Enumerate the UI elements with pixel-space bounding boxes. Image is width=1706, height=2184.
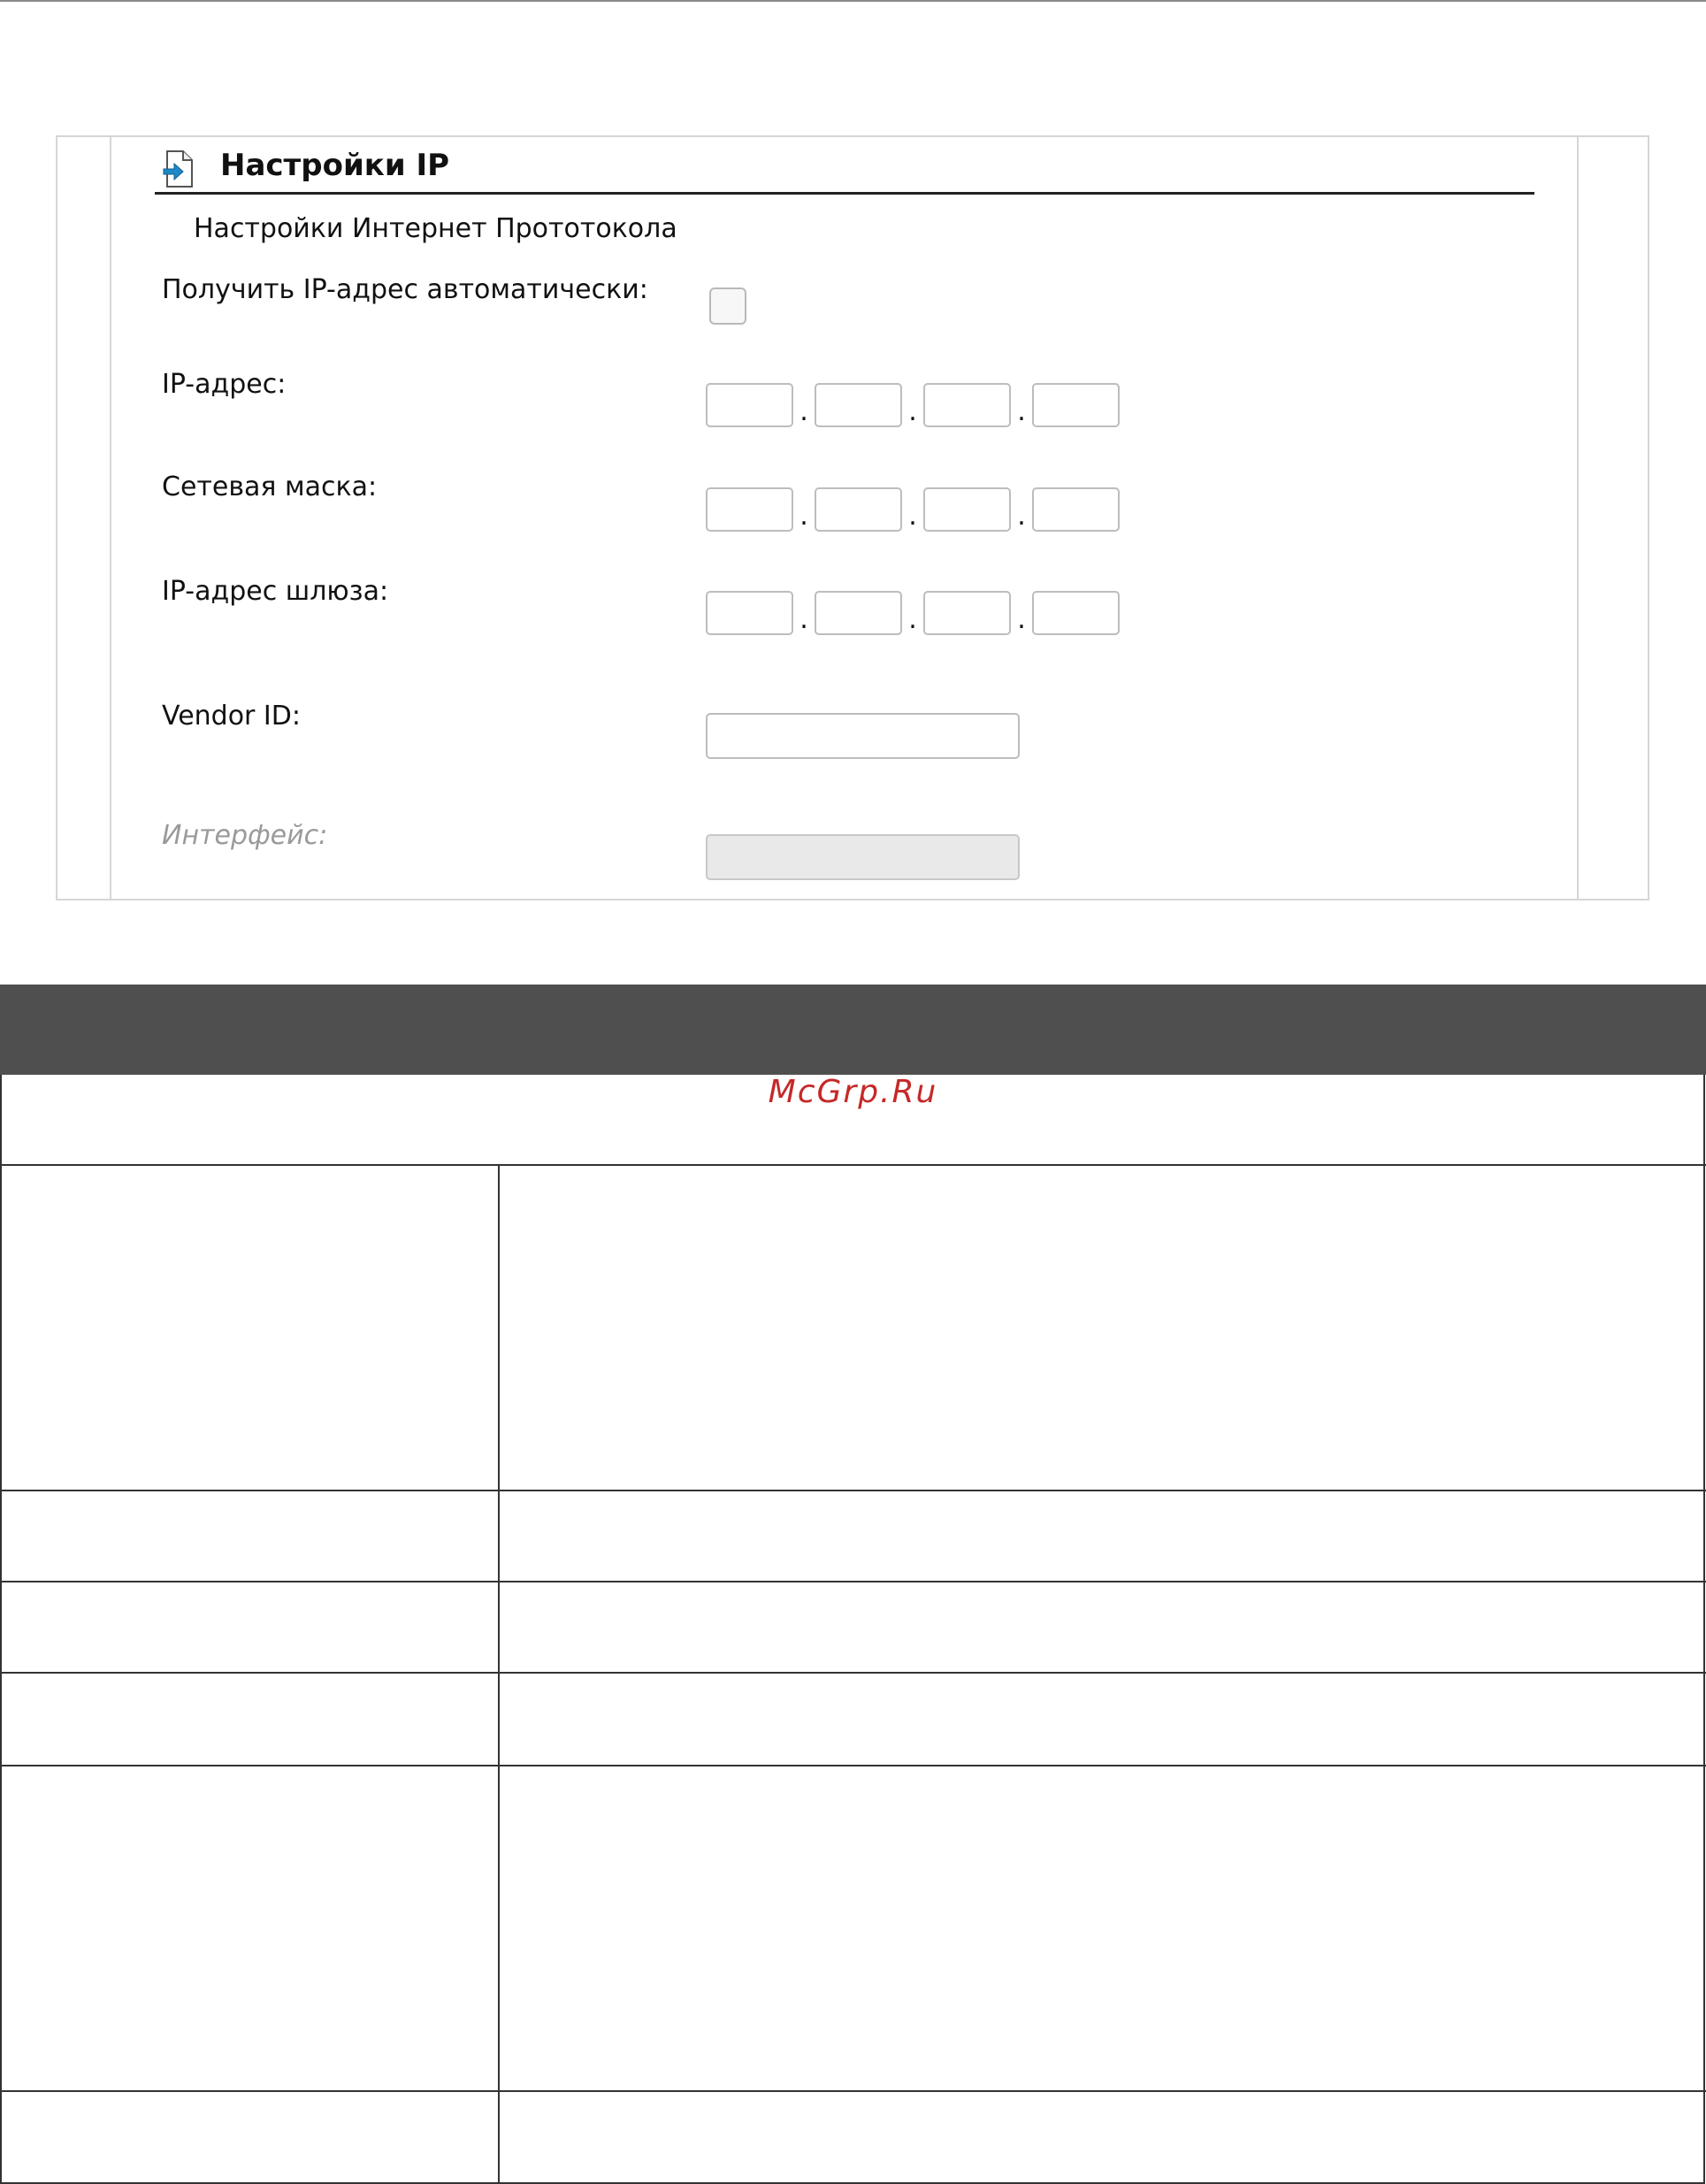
netmask-octet-4[interactable] (1032, 487, 1120, 532)
octet-separator: . (799, 396, 808, 427)
octet-separator: . (908, 501, 917, 532)
ip-address-octet-2[interactable] (815, 383, 902, 427)
description-table (0, 1075, 1705, 2184)
table-column-divider (498, 1166, 500, 2184)
table-row-divider (0, 1672, 1706, 1674)
vendor-id-input[interactable] (706, 713, 1020, 759)
table-row-divider (0, 2090, 1706, 2092)
gateway-octet-3[interactable] (923, 591, 1011, 635)
octet-separator: . (1017, 604, 1026, 635)
watermark: McGrp.Ru (768, 1074, 938, 1110)
octet-separator: . (799, 604, 808, 635)
octet-separator: . (908, 396, 917, 427)
table-header-bar (0, 985, 1706, 1075)
table-row-divider (0, 1490, 1706, 1491)
table-row-divider (0, 1765, 1706, 1766)
title-underline (155, 192, 1534, 195)
ip-address-label: IP-адрес: (162, 369, 287, 400)
netmask-label: Сетевая маска: (162, 471, 378, 502)
octet-separator: . (799, 501, 808, 532)
gateway-label: IP-адрес шлюза: (162, 576, 389, 607)
ip-address-octet-3[interactable] (923, 383, 1011, 427)
page-title: Настройки IP (220, 148, 450, 183)
interface-label: Интерфейс: (162, 820, 328, 851)
octet-separator: . (1017, 501, 1026, 532)
table-row-divider (0, 1164, 1706, 1166)
auto-ip-checkbox[interactable] (709, 287, 746, 325)
vendor-id-label: Vendor ID: (162, 701, 301, 732)
panel-right-divider (1577, 137, 1579, 899)
section-heading: Настройки Интернет Прототокола (194, 213, 677, 244)
gateway-octet-1[interactable] (706, 591, 793, 635)
auto-ip-label: Получить IP-адрес автоматически: (162, 274, 648, 305)
table-row-divider (0, 1581, 1706, 1582)
netmask-octet-2[interactable] (815, 487, 902, 532)
panel-left-divider (110, 137, 111, 899)
page-arrow-icon (162, 149, 194, 188)
gateway-octet-2[interactable] (815, 591, 902, 635)
octet-separator: . (908, 604, 917, 635)
gateway-octet-4[interactable] (1032, 591, 1120, 635)
page-top-rule (0, 0, 1706, 2)
octet-separator: . (1017, 396, 1026, 427)
netmask-octet-1[interactable] (706, 487, 793, 532)
ip-address-octet-1[interactable] (706, 383, 793, 427)
ip-settings-panel (56, 135, 1649, 900)
interface-input (706, 834, 1020, 880)
netmask-octet-3[interactable] (923, 487, 1011, 532)
ip-address-octet-4[interactable] (1032, 383, 1120, 427)
